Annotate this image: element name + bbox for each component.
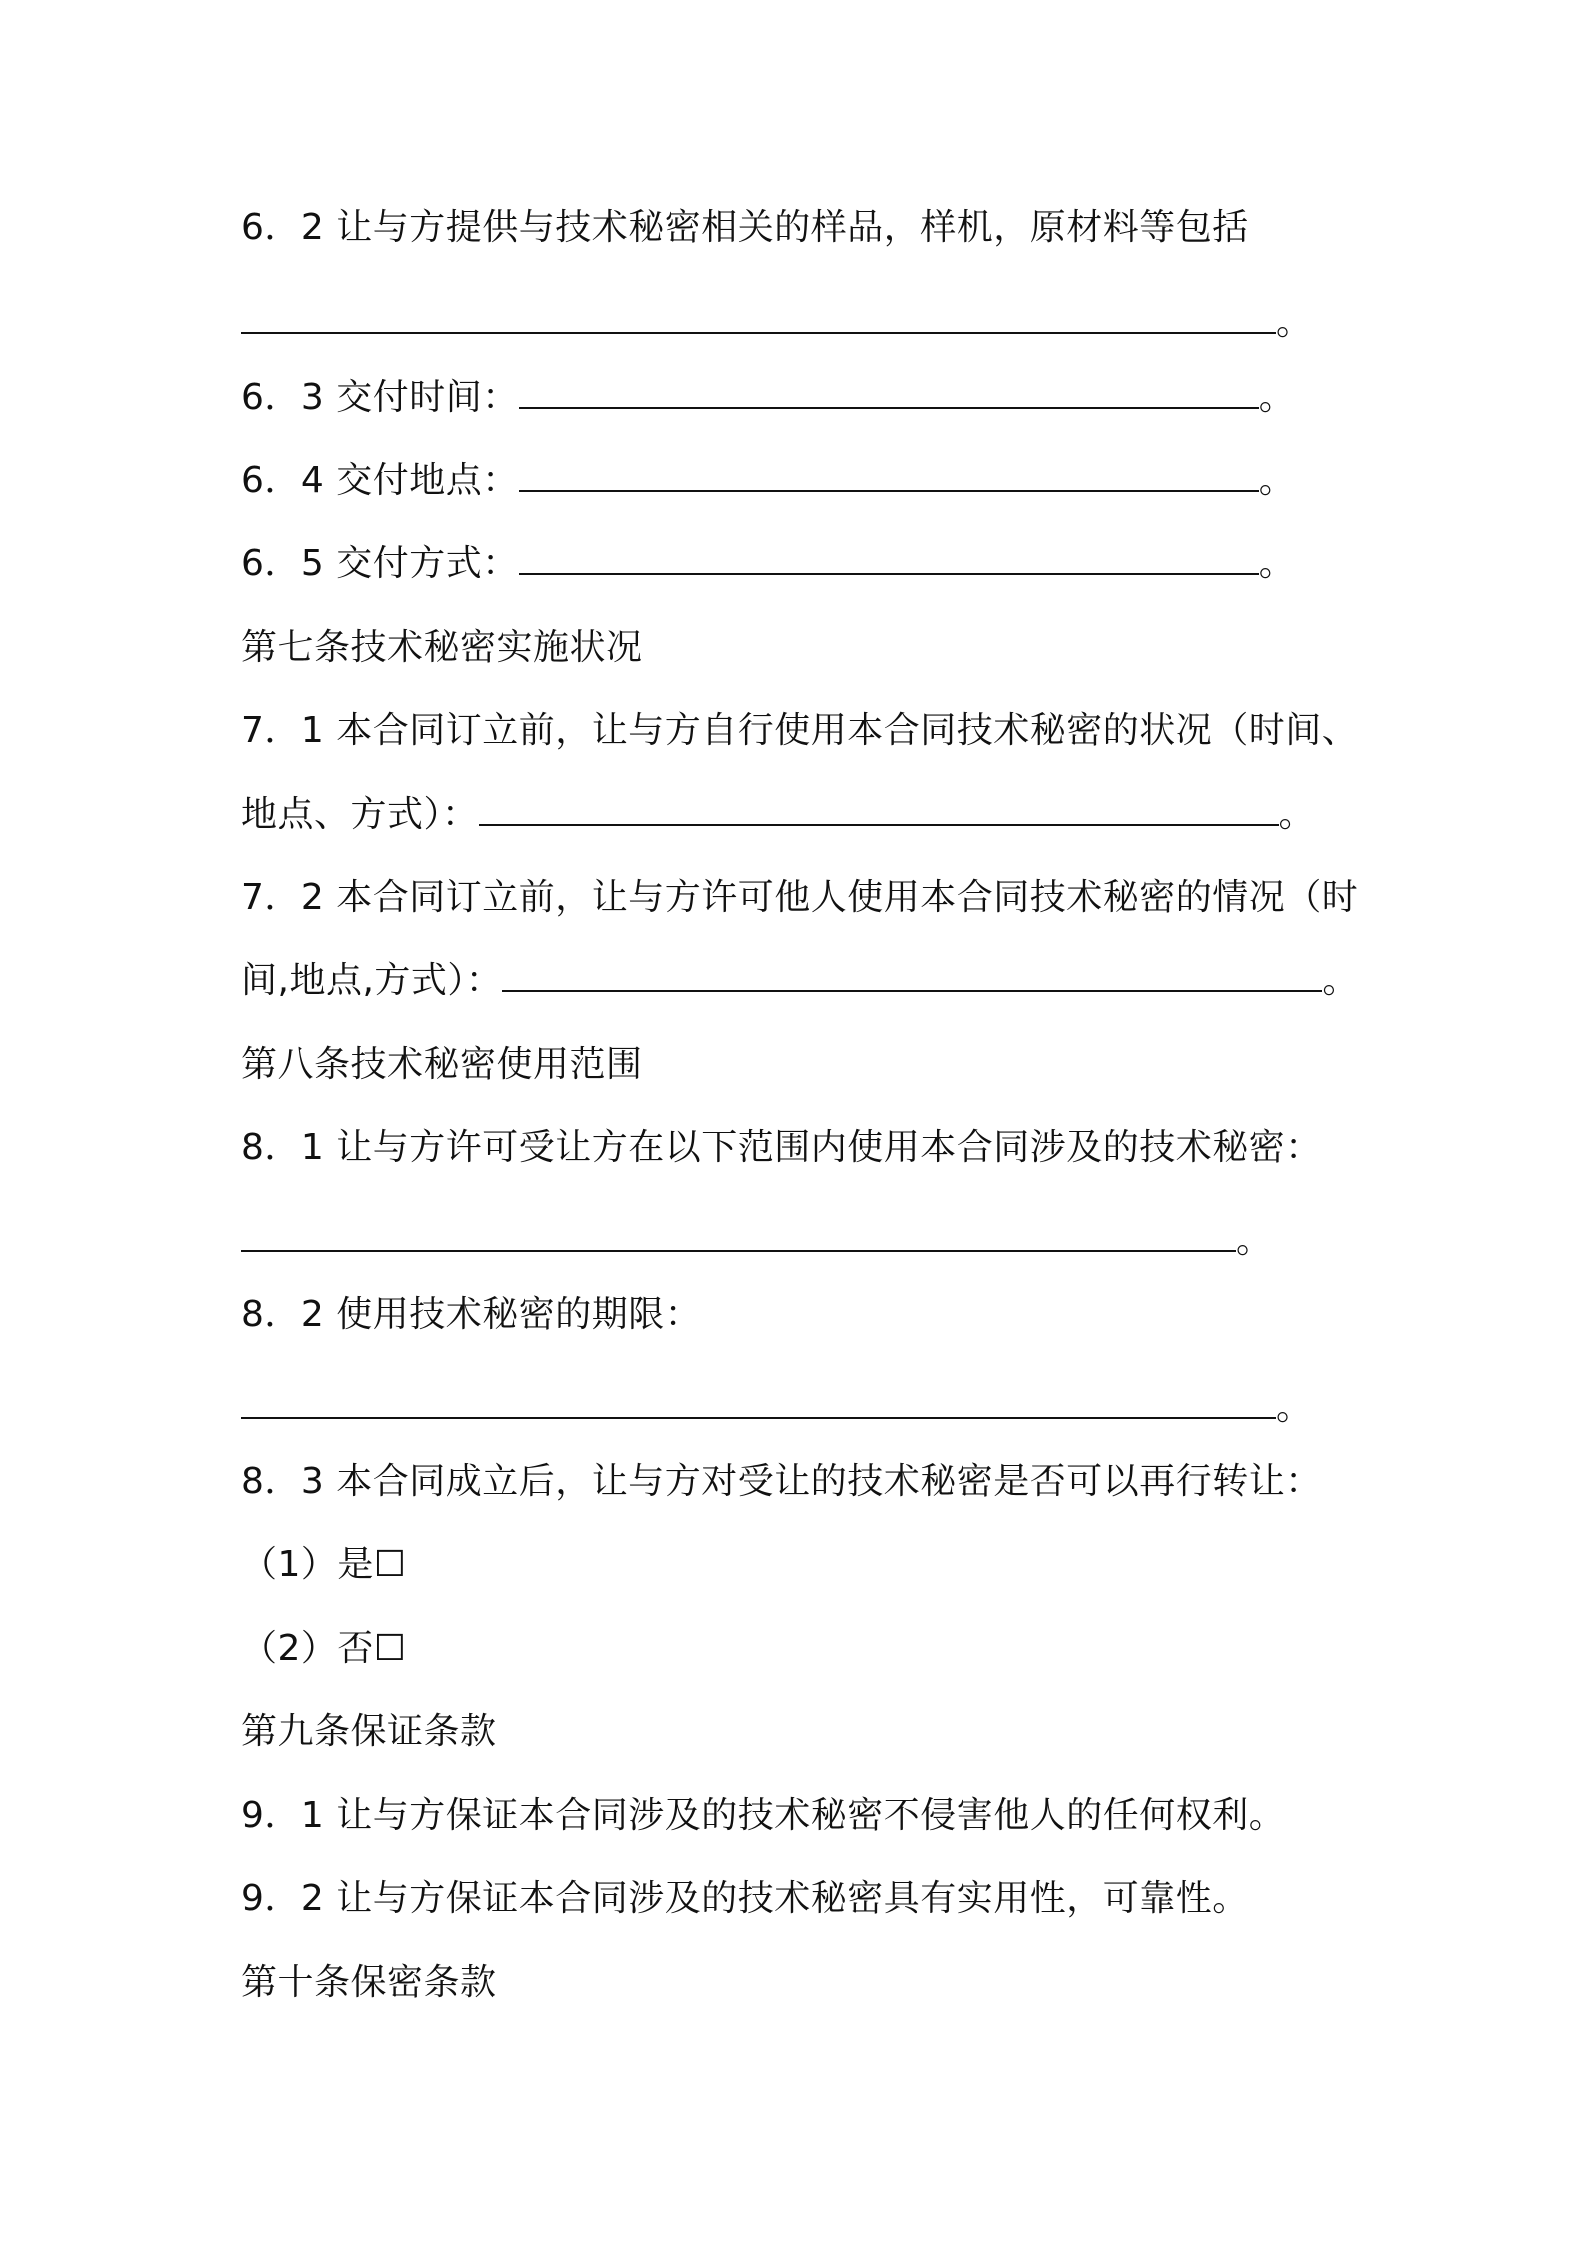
section-heading-9: 第九条保证条款 bbox=[241, 1711, 497, 1752]
clause-8-1-text: 8．1 让与方许可受让方在以下范围内使用本合同涉及的技术秘密： bbox=[241, 1127, 1322, 1168]
period: 。 bbox=[1276, 1387, 1313, 1428]
clause-7-2-label: 间,地点,方式）： bbox=[241, 960, 503, 1001]
period: 。 bbox=[1278, 794, 1316, 835]
section-heading-7: 第七条技术秘密实施状况 bbox=[241, 627, 643, 668]
blank-field[interactable] bbox=[241, 1387, 1276, 1419]
clause-6-4-label: 6．4 交付地点： bbox=[241, 460, 519, 501]
blank-field[interactable] bbox=[241, 1220, 1236, 1252]
period: 。 bbox=[1276, 302, 1313, 343]
period: 。 bbox=[1236, 1220, 1273, 1261]
blank-field[interactable] bbox=[519, 460, 1259, 492]
section-heading-8: 第八条技术秘密使用范围 bbox=[241, 1044, 643, 1085]
clause-7-1-label: 地点、方式）： bbox=[241, 794, 479, 835]
clause-6-3 bbox=[241, 375, 1295, 421]
clause-6-2-text: 6．2 让与方提供与技术秘密相关的样品，样机，原材料等包括 bbox=[241, 207, 1249, 248]
clause-8-2-text: 8．2 使用技术秘密的期限： bbox=[241, 1294, 702, 1335]
period: 。 bbox=[1258, 460, 1296, 501]
clause-7-2-continued bbox=[241, 958, 1359, 1004]
clause-8-1-fill-line bbox=[241, 1218, 1273, 1264]
clause-8-3-text: 8．3 本合同成立后，让与方对受让的技术秘密是否可以再行转让： bbox=[241, 1461, 1322, 1502]
clause-9-1-text: 9．1 让与方保证本合同涉及的技术秘密不侵害他人的任何权利。 bbox=[241, 1795, 1286, 1836]
blank-field[interactable] bbox=[241, 302, 1276, 334]
clause-6-3-label: 6．3 交付时间： bbox=[241, 377, 519, 418]
clause-6-5-label: 6．5 交付方式： bbox=[241, 543, 519, 584]
clause-7-1-text: 7．1 本合同订立前，让与方自行使用本合同技术秘密的状况（时间、 bbox=[241, 710, 1359, 751]
clause-7-2-text: 7．2 本合同订立前，让与方许可他人使用本合同技术秘密的情况（时 bbox=[241, 877, 1359, 918]
option-yes-checkbox[interactable]: （1）是☐ bbox=[241, 1544, 407, 1585]
clause-6-4 bbox=[241, 458, 1295, 504]
section-heading-10: 第十条保密条款 bbox=[241, 1962, 497, 2003]
clause-8-2-fill-line bbox=[241, 1385, 1313, 1431]
clause-6-2-fill-line bbox=[241, 300, 1313, 346]
period: 。 bbox=[1258, 377, 1296, 418]
period: 。 bbox=[1258, 543, 1296, 584]
clause-9-2-text: 9．2 让与方保证本合同涉及的技术秘密具有实用性，可靠性。 bbox=[241, 1878, 1249, 1919]
clause-6-5 bbox=[241, 541, 1295, 587]
blank-field[interactable] bbox=[479, 794, 1279, 826]
period: 。 bbox=[1322, 960, 1359, 1001]
blank-field[interactable] bbox=[519, 377, 1259, 409]
clause-7-1-continued bbox=[241, 792, 1315, 838]
blank-field[interactable] bbox=[502, 960, 1322, 992]
option-no-checkbox[interactable]: （2）否☐ bbox=[241, 1628, 407, 1669]
blank-field[interactable] bbox=[519, 543, 1259, 575]
